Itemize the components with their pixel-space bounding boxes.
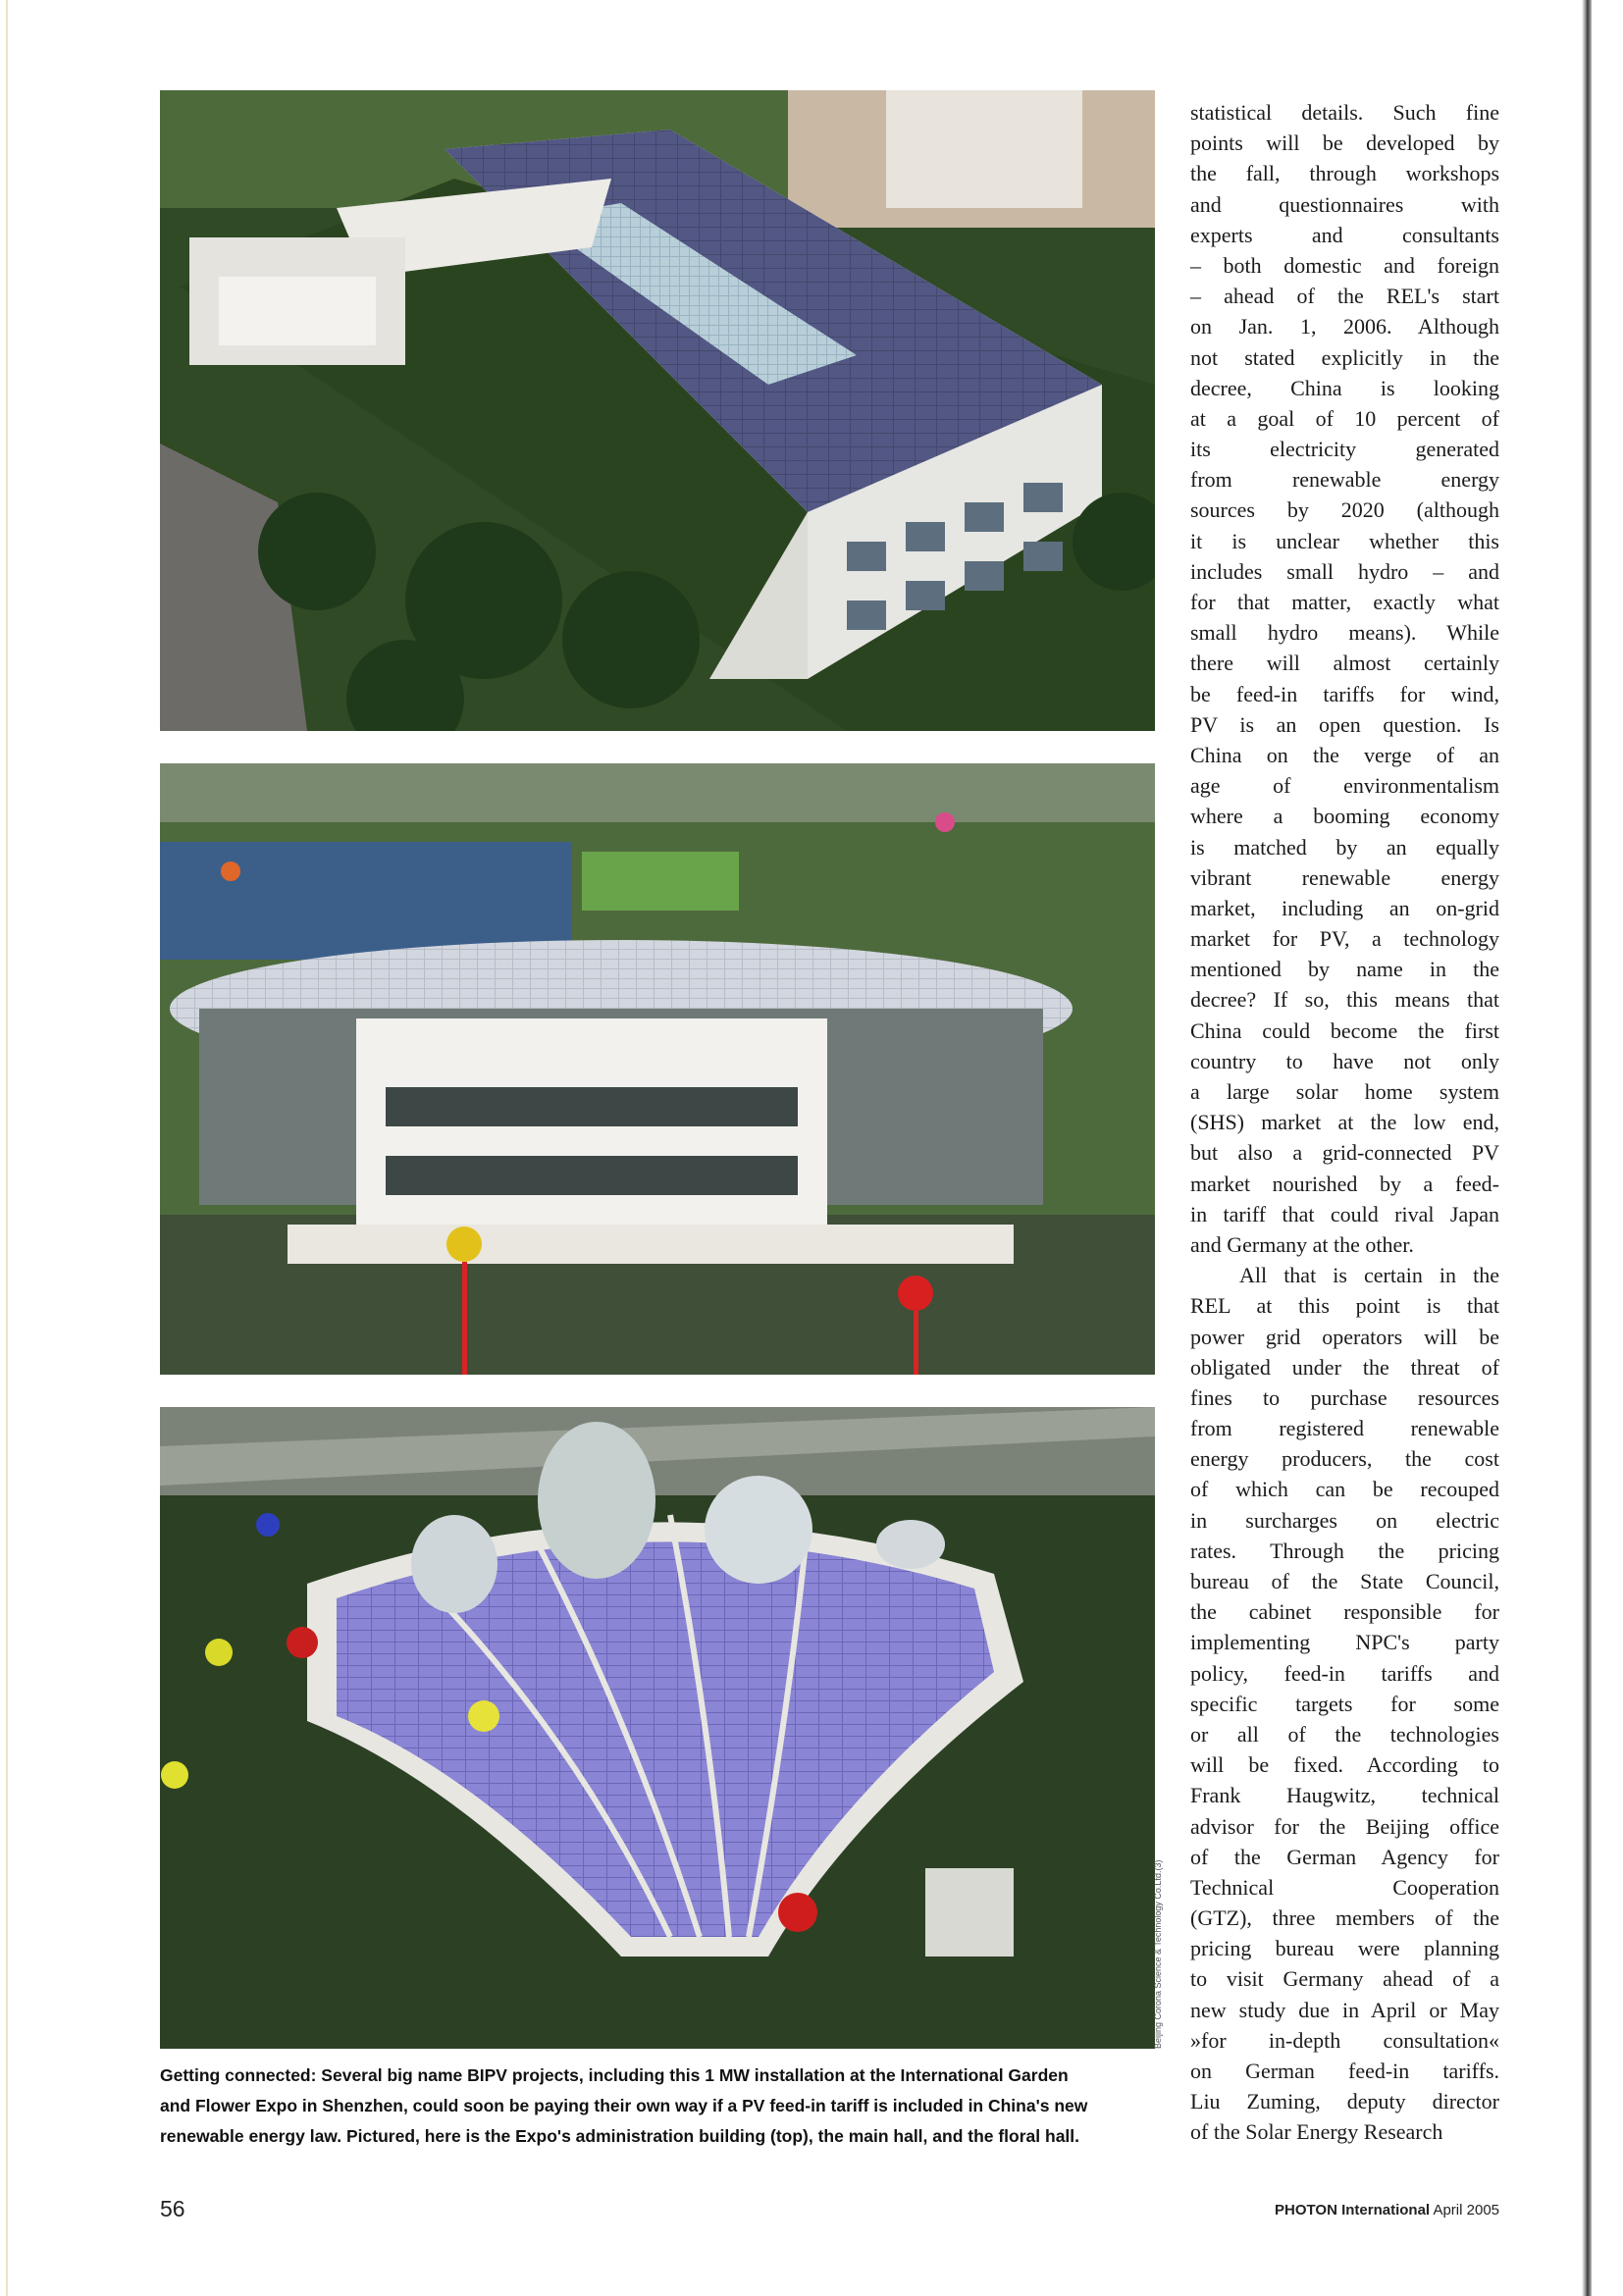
body-text-line: specific targets for some — [1190, 1691, 1499, 1716]
body-text-line: in tariff that could rival Japan — [1190, 1201, 1499, 1226]
body-text-line: Technical Cooperation — [1190, 1874, 1499, 1900]
photo-administration-building — [160, 90, 1155, 731]
body-text-line: will be fixed. According to — [1190, 1752, 1499, 1778]
body-text-line: from renewable energy — [1190, 467, 1499, 493]
photo-floral-hall — [160, 1407, 1155, 2049]
body-text-line: REL at this point is that — [1190, 1293, 1499, 1319]
body-text-line: rates. Through the pricing — [1190, 1538, 1499, 1563]
main-hall-illustration — [160, 763, 1155, 1375]
body-text-line: of which can be recouped — [1190, 1477, 1499, 1502]
body-text-line: is matched by an equally — [1190, 834, 1499, 860]
body-text-line: China on the verge of an — [1190, 742, 1499, 767]
body-text-line: energy producers, the cost — [1190, 1446, 1499, 1472]
body-text-line: All that is certain in the — [1239, 1263, 1499, 1288]
body-text-line: small hydro means). While — [1190, 620, 1499, 646]
publication-footer — [1190, 2202, 1499, 2218]
body-text-line: its electricity generated — [1190, 437, 1499, 462]
publication-name: PHOTON International — [1275, 2202, 1431, 2218]
body-text-line: from registered renewable — [1190, 1416, 1499, 1441]
body-text-line: and Germany at the other. — [1190, 1231, 1414, 1257]
body-text-line: implementing NPC's party — [1190, 1630, 1499, 1655]
body-text-line: China could become the first — [1190, 1018, 1499, 1043]
body-text-line: Frank Haugwitz, technical — [1190, 1783, 1499, 1808]
body-text-line: pricing bureau were planning — [1190, 1936, 1499, 1961]
body-text-line: market for PV, a technology — [1190, 926, 1499, 952]
body-text-line: and questionnaires with — [1190, 191, 1499, 217]
body-text-line: fines to purchase resources — [1190, 1384, 1499, 1410]
caption-line: renewable energy law. Pictured, here is the Expo's administration building (top), the main hall, and the floral hall. — [160, 2126, 1080, 2146]
body-text-line: not stated explicitly in the — [1190, 344, 1499, 370]
body-text-line: of the Solar Energy Research — [1190, 2119, 1443, 2145]
body-text-line: on German feed-in tariffs. — [1190, 2059, 1499, 2083]
body-text-line: at a goal of 10 percent of — [1190, 405, 1499, 431]
administration-building-illustration — [160, 90, 1155, 731]
body-text-line: it is unclear whether this — [1190, 528, 1499, 553]
body-text-line: but also a grid-connected PV — [1190, 1140, 1499, 1166]
page-number: 56 — [160, 2196, 185, 2221]
body-text-line: – ahead of the REL's start — [1190, 284, 1499, 309]
body-text-line: sources by 2020 (although — [1190, 497, 1499, 523]
body-text-line: be feed-in tariffs for wind, — [1190, 681, 1499, 706]
body-text-line: the cabinet responsible for — [1190, 1599, 1499, 1625]
body-text-line: advisor for the Beijing office — [1190, 1813, 1499, 1839]
body-text-line: market nourished by a feed- — [1190, 1171, 1499, 1196]
body-text-line: Liu Zuming, deputy director — [1190, 2089, 1499, 2114]
body-text-line: includes small hydro – and — [1190, 558, 1499, 584]
body-text-line: country to have not only — [1190, 1048, 1499, 1073]
photo-caption — [160, 2061, 1151, 2152]
body-text-line: decree, China is looking — [1190, 375, 1499, 400]
body-text-line: power grid operators will be — [1190, 1324, 1499, 1349]
body-text-line: age of environmentalism — [1190, 773, 1499, 799]
body-text-line: market, including an on-grid — [1190, 895, 1499, 920]
body-text-line: of the German Agency for — [1190, 1844, 1499, 1869]
caption-line: Getting connected: Several big name BIPV projects, including this 1 MW installation at the International Garden — [160, 2065, 1069, 2085]
body-text-line: the fall, through workshops — [1190, 161, 1499, 186]
body-text-line: vibrant renewable energy — [1190, 864, 1499, 890]
body-text-line: or all of the technologies — [1190, 1721, 1499, 1747]
publication-issue: April 2005 — [1433, 2202, 1499, 2218]
body-text-line: decree? If so, this means that — [1190, 987, 1499, 1013]
body-text-line: points will be developed by — [1190, 130, 1499, 156]
body-text-line: there will almost certainly — [1190, 651, 1499, 676]
body-text-line: mentioned by name in the — [1190, 957, 1499, 982]
body-text-line: statistical details. Such fine — [1190, 100, 1499, 125]
body-text-line: (SHS) market at the low end, — [1190, 1110, 1499, 1135]
photo-credit: Beijing Corona Science & Technology Co.Ltd.(3) — [1153, 1859, 1163, 2049]
floral-hall-illustration — [160, 1407, 1155, 2049]
article-body-column — [1190, 97, 1499, 2148]
scan-edge-right — [1582, 0, 1592, 2296]
body-text-line: obligated under the threat of — [1190, 1354, 1499, 1380]
body-text-line: – both domestic and foreign — [1190, 252, 1499, 278]
body-text-line: where a booming economy — [1190, 804, 1499, 829]
body-text-line: on Jan. 1, 2006. Although — [1190, 314, 1499, 339]
body-text-line: in surcharges on electric — [1190, 1507, 1499, 1533]
caption-line: and Flower Expo in Shenzhen, could soon be paying their own way if a PV feed-in tariff is included in China's new — [160, 2096, 1088, 2115]
body-text-line: bureau of the State Council, — [1190, 1569, 1499, 1593]
body-text-line: (GTZ), three members of the — [1190, 1905, 1499, 1931]
body-text-line: for that matter, exactly what — [1190, 590, 1499, 614]
scan-edge-left — [6, 0, 8, 2296]
body-text-line: a large solar home system — [1190, 1079, 1499, 1104]
photo-main-hall — [160, 763, 1155, 1375]
body-text-line: new study due in April or May — [1190, 1997, 1499, 2022]
body-text-line: PV is an open question. Is — [1190, 711, 1499, 737]
body-text-line: policy, feed-in tariffs and — [1190, 1660, 1499, 1686]
body-text-line: experts and consultants — [1190, 222, 1499, 247]
body-text-line: »for in-depth consultation« — [1190, 2027, 1499, 2053]
body-text-line: to visit Germany ahead of a — [1190, 1966, 1499, 1992]
